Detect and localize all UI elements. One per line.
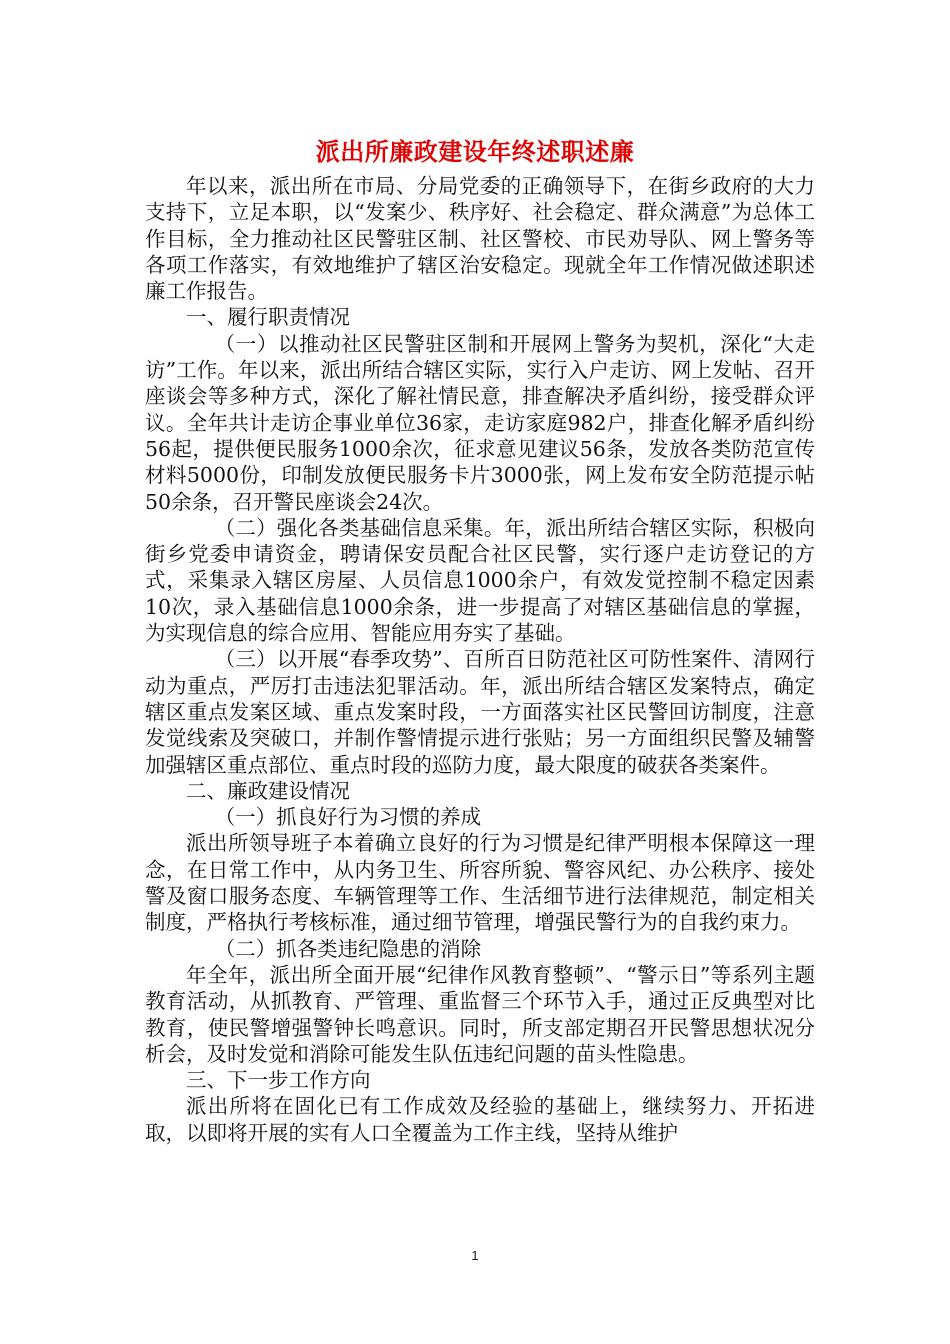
paragraph-2-2: 年全年，派出所全面开展“纪律作风教育整顿”、“警示日”等系列主题教育活动，从抓教育、严管理、重监督三个环节入手，通过正反典型对比教育，使民警增强警钟长鸣意识。同时，所支部定期召开民警思想状况分析会，及时发觉和消除可能发生队伍违纪问题的苗头性隐患。 xyxy=(145,962,815,1066)
document-title: 派出所廉政建设年终述职述廉 xyxy=(315,138,635,166)
section-heading-3: 三、下一步工作方向 xyxy=(186,1068,371,1093)
section-heading-1: 一、履行职责情况 xyxy=(186,305,350,330)
section-heading-2: 二、廉政建设情况 xyxy=(186,778,350,803)
document-body xyxy=(145,173,815,1146)
paragraph-3: 派出所将在固化已有工作成效及经验的基础上，继续努力、开拓进取，以即将开展的实有人口全覆盖为工作主线，坚持从维护 xyxy=(145,1094,815,1145)
subheading-2-2: （二）抓各类违纪隐患的消除 xyxy=(214,936,482,961)
page-number: 1 xyxy=(471,1248,479,1263)
paragraph-1-2: （二）强化各类基础信息采集。年，派出所结合辖区实际，积极向街乡党委申请资金，聘请保安员配合社区民警，实行逐户走访登记的方式，采集录入辖区房屋、人员信息1000余户，有效发觉控制不稳定因素10次，录入基础信息1000余条，进一步提高了对辖区基础信息的掌握，为实现信息的综合应用、智能应用夯实了基础。 xyxy=(145,515,815,646)
paragraph-intro: 年以来，派出所在市局、分局党委的正确领导下，在街乡政府的大力支持下，立足本职，以“发案少、秩序好、社会稳定、群众满意”为总体工作目标，全力推动社区民警驻区制、社区警校、市民劝导队、网上警务等各项工作落实，有效地维护了辖区治安稳定。现就全年工作情况做述职述廉工作报告。 xyxy=(145,174,815,304)
subheading-2-1: （一）抓良好行为习惯的养成 xyxy=(214,805,482,830)
paragraph-1-1: （一）以推动社区民警驻区制和开展网上警务为契机，深化“大走访”工作。年以来，派出所结合辖区实际，实行入户走访、网上发帖、召开座谈会等多种方式，深化了解社情民意，排查解决矛盾纠纷，接受群众评议。全年共计走访企事业单位36家，走访家庭982户，排查化解矛盾纠纷56起，提供便民服务1000余次，征求意见建议56条，发放各类防范宣传材料5000份，印制发放便民服务卡片3000张，网上发布安全防范提示帖50余条，召开警民座谈会24次。 xyxy=(145,331,815,514)
paragraph-1-3: （三）以开展“春季攻势”、百所百日防范社区可防性案件、清网行动为重点，严厉打击违法犯罪活动。年，派出所结合辖区发案特点，确定辖区重点发案区域、重点发案时段，一方面落实社区民警回访制度，注意发觉线索及突破口，并制作警情提示进行张贴；另一方面组织民警及辅警加强辖区重点部位、重点时段的巡防力度，最大限度的破获各类案件。 xyxy=(145,647,815,777)
paragraph-2-1: 派出所领导班子本着确立良好的行为习惯是纪律严明根本保障这一理念，在日常工作中，从内务卫生、所容所貌、警容风纪、办公秩序、接处警及窗口服务态度、车辆管理等工作、生活细节进行法律规范，制定相关制度，严格执行考核标准，通过细节管理，增强民警行为的自我约束力。 xyxy=(145,831,815,935)
